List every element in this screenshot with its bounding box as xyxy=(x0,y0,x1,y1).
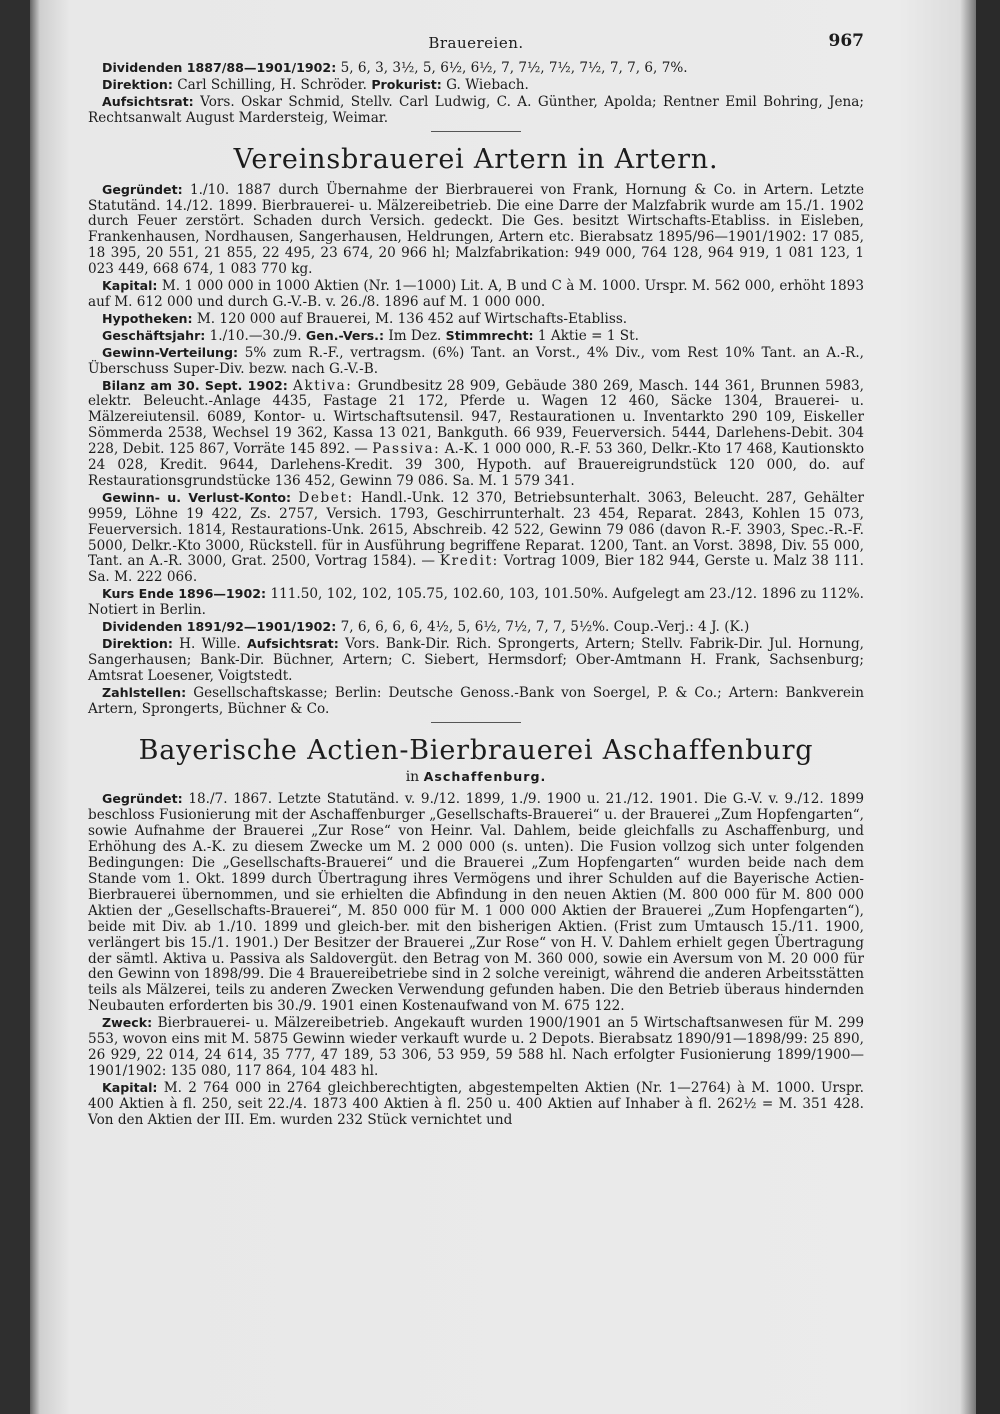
field-value: 5% zum R.-F., vertragsm. (6%) Tant. an Vorst., 4% Div., vom Rest 10% Tant. an A.-R., Überschuss Super-Div. bezw. nach G.-V.-B. xyxy=(88,344,864,377)
subtitle-prefix: in xyxy=(405,768,420,785)
field-value: A.-K. 1 000 000, R.-F. 53 360, Delkr.-Kto 17 468, Kautionskto 24 028, Kredit. 9644, Darlehens-Kredit. 39 300, Hypoth. auf Brauereigrundstück 120 000, do. auf Restaurationsgrundstücke 136 452, Gewinn 79 086. Sa. M. 1 579 341. xyxy=(88,441,865,489)
field-value: G. Wiebach. xyxy=(446,76,529,93)
field-sublabel: Kredit: xyxy=(439,553,499,570)
entry-gegruendet xyxy=(88,791,864,1015)
field-value: Handl.-Unk. 12 370, Betriebsunterhalt. 3063, Beleucht. 287, Gehälter 9959, Löhne 19 422, Zs. 2757, Versich. 1793, Geschirrunterhalt. 23 454, Reparat. 2843, Kohlen 15 073, Feuerversich. 1814, Restaurations-Unk. 2615, Abschreib. 42 522, Gewinn 79 086 (davon R.-F. 3903, Spec.-R.-F. 5000, Delkr.-Kto 3000, Rückstell. für in Ausführung begriffene Reparat. 1200, Tant. an Vorst. 3898, Div. 55 000, Tant. an A.-R. 3000, Grat. 2500, Vortrag 1584). — xyxy=(88,489,864,570)
entry-bilanz xyxy=(88,378,864,490)
subtitle-place: Aschaffenburg. xyxy=(423,768,547,784)
field-label: Kurs Ende 1896—1902: xyxy=(102,586,267,602)
field-value: 1./10. 1887 durch Übernahme der Bierbrauerei von Frank, Hornung & Co. in Artern. Letzte Statutänd. 14./12. 1899. Bierbrauerei- u. Mälzereibetrieb. Die eine Darre der Malzfabrik wurde am 15./1. 1902 durch Feuer zerstört. Schaden durch Versich. gedeckt. Die Ges. besitzt Wirtschafts-Etabliss. in Eisleben, Frankenhausen, Nordhausen, Sangerhausen, Heldrungen, Artern etc. Bierabsatz 1895/96—1901/1902: 17 085, 18 395, 20 551, 21 855, 22 495, 23 674, 20 966 hl; Malzfabrikation: 949 000, 764 128, 964 919, 1 081 123, 1 023 449, 668 674, 1 083 770 kg. xyxy=(88,181,864,278)
field-sublabel: Aktiva: xyxy=(293,377,353,394)
entry-kurs xyxy=(88,586,864,619)
field-value: M. 2 764 000 in 2764 gleichberechtigten, abgestempelten Aktien (Nr. 1—2764) à M. 1000. Urspr. 400 Aktien à fl. 250, seit 22./4. 1873 400 Aktien à fl. 250 u. 400 Aktien auf Inhaber à fl. 262½ = M. 351 428. Von den Aktien der III. Em. wurden 232 Stück vernichtet und xyxy=(88,1079,864,1128)
entry-gewinn-verlust xyxy=(88,490,864,586)
entry-dividenden xyxy=(88,619,864,636)
field-sublabel: Passiva: xyxy=(372,441,441,458)
entry-direktion-aufsicht xyxy=(88,636,864,685)
entry-aufsichtsrat xyxy=(88,94,864,127)
entry-dividends xyxy=(88,60,864,77)
field-label: Zweck: xyxy=(102,1015,153,1031)
entry-geschaeftsjahr xyxy=(88,328,864,345)
field-label: Kapital: xyxy=(102,1079,158,1095)
field-label: Geschäftsjahr: xyxy=(102,327,206,343)
running-head xyxy=(88,30,864,60)
entry-hypotheken xyxy=(88,311,864,328)
field-label: Zahlstellen: xyxy=(102,684,187,700)
field-value: Carl Schilling, H. Schröder. xyxy=(177,76,367,93)
entry-gegruendet xyxy=(88,182,864,278)
field-label: Stimmrecht: xyxy=(445,327,534,343)
field-label: Gen.-Vers.: xyxy=(305,327,384,343)
field-label: Gegründet: xyxy=(102,181,183,197)
field-label: Bilanz am 30. Sept. 1902: xyxy=(102,377,288,393)
field-value: 111.50, 102, 102, 105.75, 102.60, 103, 101.50%. Aufgelegt am 23./12. 1896 zu 112%. Notiert in Berlin. xyxy=(88,586,865,619)
field-sublabel: Debet: xyxy=(298,489,354,506)
entry-zahlstellen xyxy=(88,685,864,718)
field-value: Vors. Oskar Schmid, Stellv. Carl Ludwig, C. A. Günther, Apolda; Rentner Emil Bohring, Jena; Rechtsanwalt August Mardersteig, Weimar. xyxy=(88,93,864,126)
field-label: Kapital: xyxy=(102,278,158,294)
field-label: Gegründet: xyxy=(102,791,183,807)
company-title: Bayerische Actien-Bierbrauerei Aschaffenburg xyxy=(138,734,814,766)
field-value: Vortrag 1009, Bier 182 944, Gerste u. Malz 38 111. Sa. M. 222 066. xyxy=(88,553,864,586)
field-value: 7, 6, 6, 6, 6, 4½, 5, 6½, 7½, 7, 7, 5½%. Coup.-Verj.: 4 J. (K.) xyxy=(340,619,750,636)
page-content xyxy=(88,30,864,1128)
entry-direktion xyxy=(88,77,864,94)
field-value: M. 120 000 auf Brauerei, M. 136 452 auf Wirtschafts-Etabliss. xyxy=(196,310,628,327)
field-value: 1./10.—30./9. xyxy=(209,327,302,344)
field-value: Vors. Bank-Dir. Rich. Sprongerts, Artern; Stellv. Fabrik-Dir. Jul. Hornung, Sangerhausen; Bank-Dir. Büchner, Artern; C. Siebert, Hermsdorf; Ober-Amtmann H. Frank, Sachsenburg; Amtsrat Loesener, Voigtstedt. xyxy=(88,636,864,684)
field-value: Gesellschaftskasse; Berlin: Deutsche Genoss.-Bank von Soergel, P. & Co.; Artern: Bankverein Artern, Sprongerts, Büchner & Co. xyxy=(88,684,864,717)
field-value: 5, 6, 3, 3½, 5, 6½, 6½, 7, 7½, 7½, 7½, 7, 7, 6, 7%. xyxy=(340,60,688,76)
page-number: 967 xyxy=(828,31,864,51)
field-value: 1 Aktie = 1 St. xyxy=(537,327,639,344)
entry-gewinn-verteilung xyxy=(88,345,864,378)
field-label: Direktion: xyxy=(102,76,173,92)
section-separator xyxy=(431,131,521,132)
book-edge-shadow-right xyxy=(976,0,1000,1414)
section-separator xyxy=(431,722,521,723)
company-title: Vereinsbrauerei Artern in Artern. xyxy=(233,143,719,175)
book-spine-shadow-left xyxy=(0,0,30,1414)
field-label: Dividenden 1891/92—1901/1902: xyxy=(102,619,337,635)
field-value: Im Dez. xyxy=(388,327,442,344)
field-value: H. Wille. xyxy=(179,636,241,652)
field-value: 18./7. 1867. Letzte Statutänd. v. 9./12. 1899, 1./9. 1900 u. 21./12. 1901. Die G.-V. v. 9./12. 1899 beschloss Fusionierung mit der Aschaffenburger „Gesellschafts-Brauerei“ u. der Brauerei „Zum Hopfengarten“, sowie Aufnahme der Brauerei „Zur Rose“ von Heinr. Val. Dahlem, beide gleichfalls zu Aschaffenburg, und Erhöhung des A.-K. zu diesem Zwecke um M. 2 000 000 (s. unten). Die Fusion vollzog sich unter folgenden Bedingungen: Die „Gesellschafts-Brauerei“ und die Brauerei „Zum Hopfengarten“ wurden beide nach dem Stande vom 1. Okt. 1899 durch Übertragung ihres Vermögens und ihrer Schulden auf die Bayerische Actien-Bierbrauerei übernommen, und sie erhielten die Abfindung in den neuen Aktien (M. 800 000 für M. 800 000 Aktien der „Gesellschafts-Brauerei“, M. 850 000 für M. 1 000 000 Aktien der Brauerei „Zum Hopfengarten“), beide mit Div. ab 1./10. 1899 und gleich-ber. mit den bisherigen Aktien. (Frist zum Umtausch 15./11. 1900, verlängert bis 15./1. 1901.) Der Besitzer der Brauerei „Zur Rose“ von H. V. Dahlem erhielt gegen Übertragung der sämtl. Aktiva u. Passiva als Saldovergüt. den Betrag von M. 360 000, sowie ein Aversum von M. 20 000 für den Gewinn von 1898/99. Die 4 Brauereibetriebe sind in 2 solche vereinigt, während die anderen Arbeitsstätten teils als Mälzerei, teils zu anderen Zwecken Verwendung gefunden haben. Die den Betrieb überaus hindernden Neubauten erforderten bis 30./9. 1901 einen Kostenaufwand von M. 675 122. xyxy=(88,791,865,1015)
field-value: Bierbrauerei- u. Mälzereibetrieb. Angekauft wurden 1900/1901 an 5 Wirtschaftsanwesen für M. 299 553, wovon eins mit M. 5875 Gewinn wieder verkauft wurde u. 2 Depots. Bierabsatz 1890/91—1898/99: 25 890, 26 929, 22 014, 24 614, 35 777, 47 189, 53 306, 53 959, 59 588 hl. Nach erfolgter Fusionierung 1899/1900—1901/1902: 135 080, 117 864, 104 483 hl. xyxy=(88,1015,864,1079)
field-label: Gewinn- u. Verlust-Konto: xyxy=(102,489,292,505)
field-label: Dividenden 1887/88—1901/1902: xyxy=(102,60,337,75)
entry-kapital xyxy=(88,278,864,311)
field-label: Gewinn-Verteilung: xyxy=(102,344,239,360)
field-label: Hypotheken: xyxy=(102,310,193,326)
running-head-title: Brauereien. xyxy=(428,34,524,52)
field-label: Prokurist: xyxy=(371,76,442,92)
field-label: Aufsichtsrat: xyxy=(247,636,339,651)
entry-zweck xyxy=(88,1015,864,1080)
entry-kapital xyxy=(88,1080,864,1129)
company-subtitle xyxy=(88,769,864,786)
field-label: Direktion: xyxy=(102,636,173,651)
field-value: Grundbesitz 28 909, Gebäude 380 269, Masch. 144 361, Brunnen 5983, elektr. Beleucht.-Anlage 4435, Fastage 21 172, Pferde u. Wagen 12 460, Säcke 1304, Brauerei- u. Mälzereiutensil. 6089, Kontor- u. Wirtschaftsutensil. 947, Restaurationen u. Inventarkto 290 109, Eiskeller Sömmerda 2538, Wechsel 19 362, Kassa 13 021, Bankguth. 66 939, Feuerversich. 5444, Darlehens-Debit. 304 228, Debit. 125 867, Vorräte 145 892. — xyxy=(88,377,864,458)
field-value: M. 1 000 000 in 1000 Aktien (Nr. 1—1000) Lit. A, B und C à M. 1000. Urspr. M. 562 000, erhöht 1893 auf M. 612 000 und durch G.-V.-B. v. 26./8. 1896 auf M. 1 000 000. xyxy=(88,278,864,310)
field-label: Aufsichtsrat: xyxy=(102,93,194,109)
